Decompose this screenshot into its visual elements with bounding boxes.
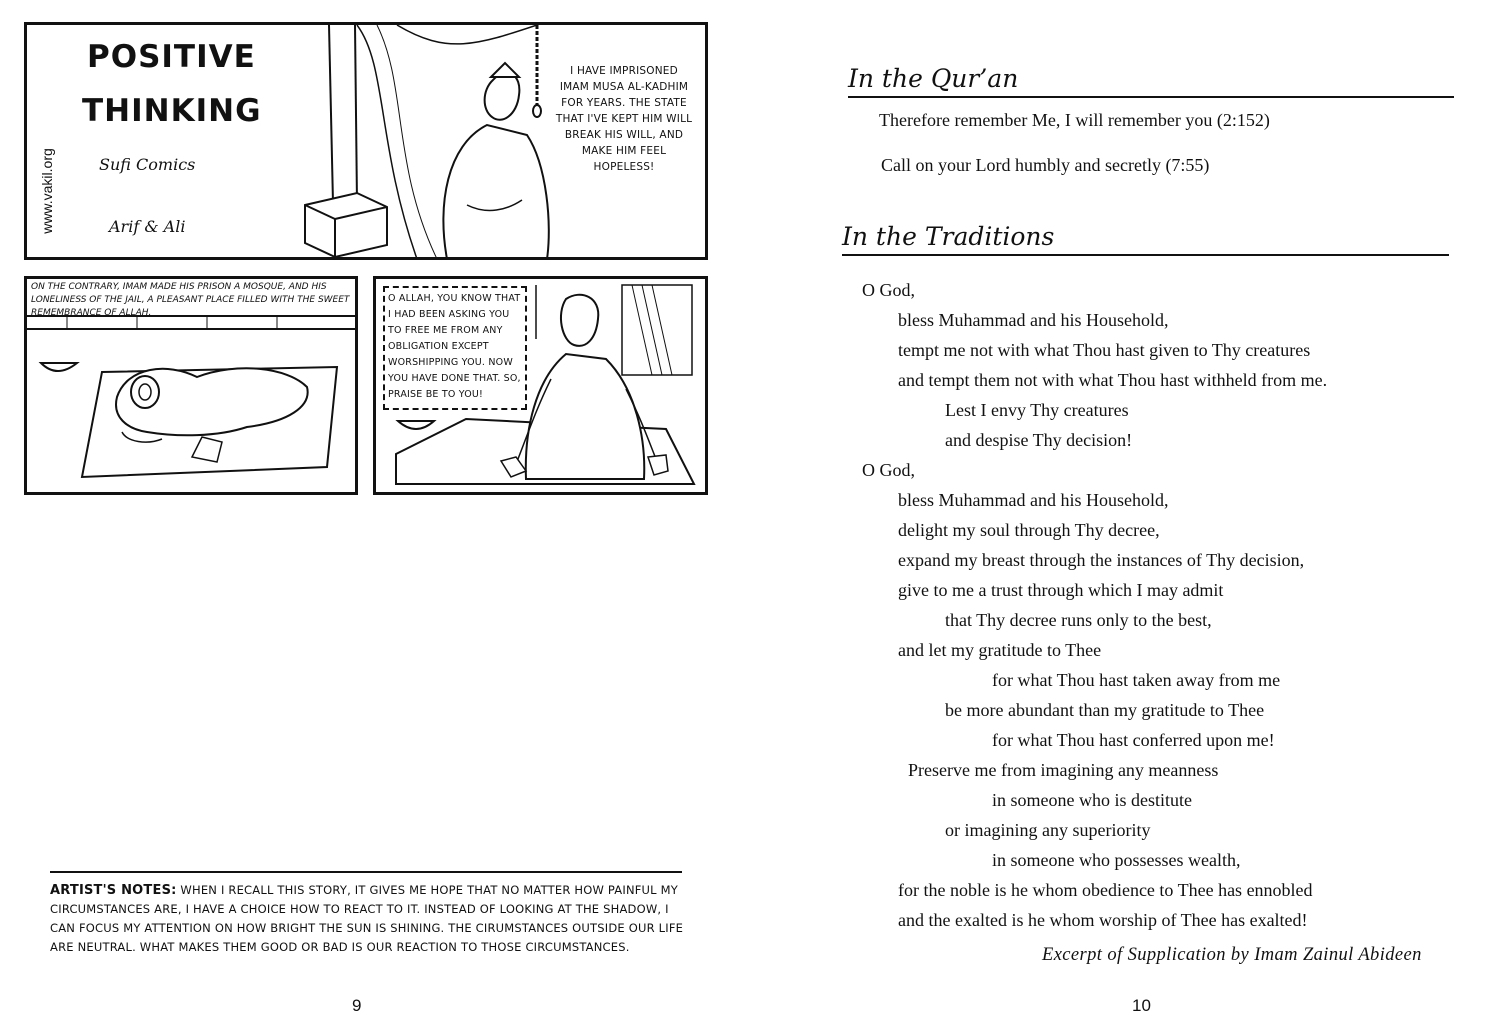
tradition-line: O God, bbox=[862, 280, 915, 300]
tradition-line: in someone who is destitute bbox=[992, 790, 1192, 810]
traditions-heading: In the Traditions bbox=[842, 222, 1449, 256]
artist-notes-label: ARTIST'S NOTES: bbox=[50, 883, 177, 898]
tradition-line: and tempt them not with what Thou hast withheld from me. bbox=[898, 370, 1328, 390]
tradition-line: give to me a trust through which I may admit bbox=[898, 580, 1224, 600]
panel2-caption: ON THE CONTRARY, IMAM MADE HIS PRISON A MOSQUE, AND HIS LONELINESS OF THE JAIL, A PLEASANT PLACE FILLED WITH THE SWEET REMEMBRANCE OF ALLAH. bbox=[27, 279, 355, 317]
panel1-speech: I HAVE IMPRISONED IMAM MUSA AL-KADHIM FOR YEARS. THE STATE THAT I'VE KEPT HIM WILL BREAK HIS WILL, AND MAKE HIM FEEL HOPELESS! bbox=[555, 65, 693, 173]
tradition-line: bless Muhammad and his Household, bbox=[898, 490, 1169, 510]
tradition-line: for what Thou hast taken away from me bbox=[992, 670, 1281, 690]
tradition-line: Lest I envy Thy creatures bbox=[945, 400, 1129, 420]
panel3-speech: O ALLAH, YOU KNOW THAT I HAD BEEN ASKING YOU TO FREE ME FROM ANY OBLIGATION EXCEPT WORSHIPPING YOU. NOW YOU HAVE DONE THAT. SO, PRAISE BE TO YOU! bbox=[388, 293, 521, 400]
tradition-line: for the noble is he whom obedience to Thee has ennobled bbox=[898, 880, 1313, 900]
tradition-line: O God, bbox=[862, 460, 915, 480]
tradition-line: be more abundant than my gratitude to Thee bbox=[945, 700, 1265, 720]
comic-website: www.vakil.org bbox=[39, 148, 55, 234]
right-page bbox=[750, 0, 1500, 1027]
tradition-line: tempt me not with what Thou hast given to Thy creatures bbox=[898, 340, 1311, 360]
tradition-line: that Thy decree runs only to the best, bbox=[945, 610, 1212, 630]
comic-title-line1: POSITIVE bbox=[87, 39, 256, 75]
artist-notes bbox=[50, 881, 690, 957]
comic-authors: Arif & Ali bbox=[109, 217, 186, 236]
tradition-line: and the exalted is he whom worship of Thee has exalted! bbox=[898, 910, 1308, 930]
comic-series: Sufi Comics bbox=[99, 155, 196, 174]
artist-notes-text: WHEN I RECALL THIS STORY, IT GIVES ME HOPE THAT NO MATTER HOW PAINFUL MY CIRCUMSTANCES ARE, I HAVE A CHOICE HOW TO REACT TO IT. INSTEAD OF LOOKING AT THE SHADOW, I CAN FOCUS MY ATTENTION ON HOW BRIGHT THE SUN IS SHINING. THE CIRUMSTANCES OUTSIDE OUR LIFE ARE NEUTRAL. WHAT MAKES THEM GOOD OR BAD IS OUR REACTION TO THOSE CIRCUMSTANCES. bbox=[50, 883, 684, 954]
quran-heading: In the Qur’an bbox=[848, 64, 1454, 98]
artist-notes-divider bbox=[50, 871, 682, 873]
quran-verse-2: Call on your Lord humbly and secretly (7:55) bbox=[881, 155, 1210, 175]
tradition-line: delight my soul through Thy decree, bbox=[898, 520, 1160, 540]
tradition-line: bless Muhammad and his Household, bbox=[898, 310, 1169, 330]
panel1-illustration bbox=[297, 25, 557, 259]
right-page-number: 10 bbox=[1132, 996, 1151, 1015]
tradition-line: Preserve me from imagining any meanness bbox=[908, 760, 1219, 780]
comic-title-line2: THINKING bbox=[82, 93, 262, 129]
tradition-line: or imagining any superiority bbox=[945, 820, 1151, 840]
supplication-attribution: Excerpt of Supplication by Imam Zainul Abideen bbox=[1042, 945, 1422, 965]
quran-verse-1: Therefore remember Me, I will remember you (2:152) bbox=[879, 110, 1270, 130]
comic-panel-2 bbox=[24, 276, 358, 495]
left-page-number: 9 bbox=[352, 996, 362, 1015]
tradition-line: in someone who possesses wealth, bbox=[992, 850, 1241, 870]
tradition-line: expand my breast through the instances of Thy decision, bbox=[898, 550, 1305, 570]
tradition-line: for what Thou hast conferred upon me! bbox=[992, 730, 1275, 750]
tradition-line: and let my gratitude to Thee bbox=[898, 640, 1102, 660]
comic-panel-3 bbox=[373, 276, 708, 495]
comic-panel-1 bbox=[24, 22, 708, 260]
panel2-illustration bbox=[27, 317, 355, 492]
tradition-line: and despise Thy decision! bbox=[945, 430, 1133, 450]
